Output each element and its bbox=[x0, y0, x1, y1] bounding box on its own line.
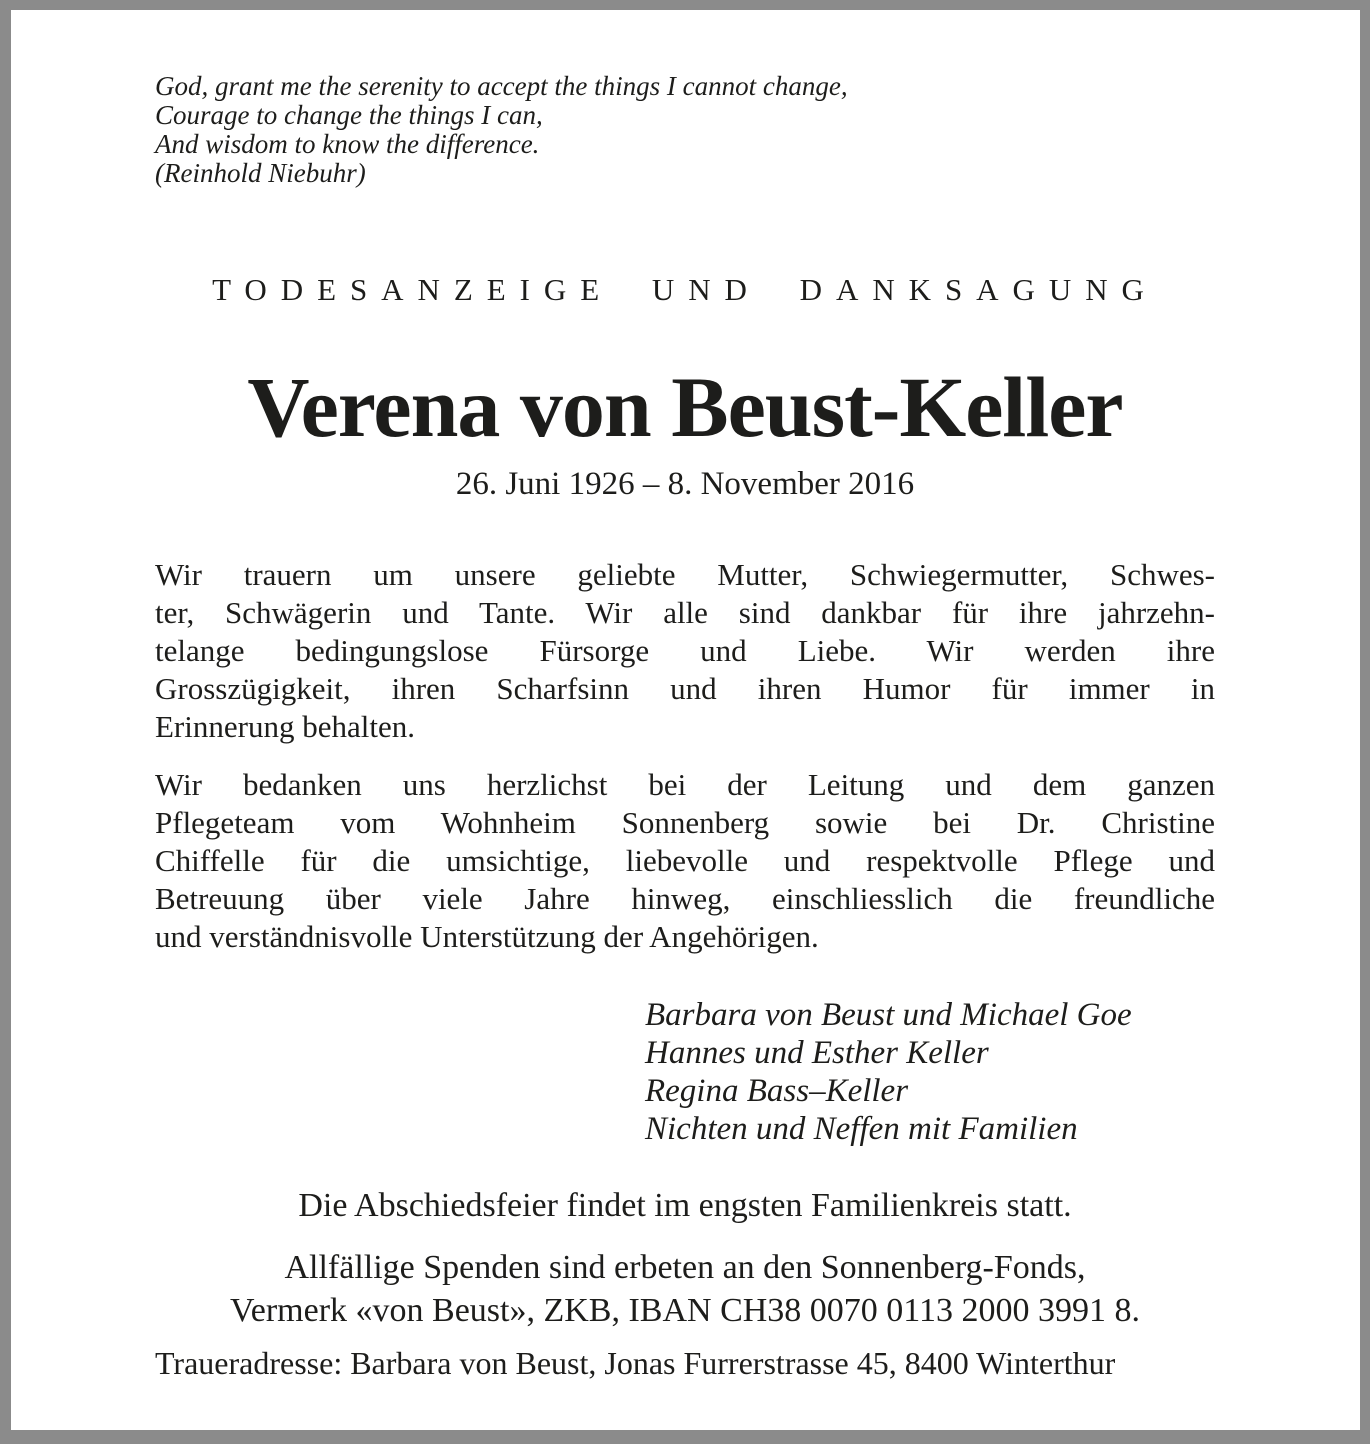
deceased-name: Verena von Beust-Keller bbox=[247, 359, 1123, 455]
paragraph-line: Grosszügigkeit, ihren Scharfsinn und ihren Humor für immer in bbox=[155, 671, 1215, 706]
obituary-page bbox=[11, 10, 1360, 1430]
quote-line: And wisdom to know the difference. bbox=[155, 129, 540, 159]
quote-line: Courage to change the things I can, bbox=[155, 100, 543, 130]
paragraph-line: ter, Schwägerin und Tante. Wir alle sind dankbar für ihre jahrzehn- bbox=[155, 595, 1215, 630]
mourners-list bbox=[645, 996, 1215, 1148]
life-dates: 26. Juni 1926 – 8. November 2016 bbox=[455, 466, 915, 502]
paragraph-line: Betreuung über viele Jahre hinweg, einschliesslich die freundliche bbox=[155, 881, 1215, 916]
obituary-paragraph-2 bbox=[155, 766, 1215, 956]
donation-notice bbox=[155, 1246, 1215, 1332]
mourner-line: Nichten und Neffen mit Familien bbox=[645, 1111, 1078, 1147]
paragraph-line: Wir bedanken uns herzlichst bei der Leitung und dem ganzen bbox=[155, 767, 1215, 802]
quote-line: God, grant me the serenity to accept the things I cannot change, bbox=[155, 71, 848, 101]
serenity-prayer-quote bbox=[155, 72, 1215, 188]
paragraph-line: Pflegeteam vom Wohnheim Sonnenberg sowie bei Dr. Christine bbox=[155, 805, 1215, 840]
donation-line: Vermerk «von Beust», ZKB, IBAN CH38 0070 0113 2000 3991 8. bbox=[229, 1292, 1141, 1329]
mourner-line: Barbara von Beust und Michael Goe bbox=[645, 997, 1132, 1033]
paragraph-line: Wir trauern um unsere geliebte Mutter, Schwiegermutter, Schwes- bbox=[155, 557, 1215, 592]
paragraph-line: telange bedingungslose Fürsorge und Liebe. Wir werden ihre bbox=[155, 633, 1215, 668]
announcement-kicker: TODESANZEIGE UND DANKSAGUNG bbox=[212, 272, 1158, 307]
obituary-paragraph-1 bbox=[155, 556, 1215, 746]
mourner-line: Regina Bass–Keller bbox=[645, 1073, 909, 1109]
donation-line: Allfällige Spenden sind erbeten an den Sonnenberg-Fonds, bbox=[284, 1249, 1086, 1286]
quote-attribution: (Reinhold Niebuhr) bbox=[155, 158, 366, 188]
mourner-line: Hannes und Esther Keller bbox=[645, 1035, 989, 1071]
paragraph-line: und verständnisvolle Unterstützung der Angehörigen. bbox=[155, 919, 819, 954]
paragraph-line: Chiffelle für die umsichtige, liebevolle und respektvolle Pflege und bbox=[155, 843, 1215, 878]
mourning-address: Traueradresse: Barbara von Beust, Jonas Furrerstrasse 45, 8400 Winterthur bbox=[155, 1345, 1116, 1381]
farewell-notice: Die Abschiedsfeier findet im engsten Familienkreis statt. bbox=[298, 1187, 1072, 1224]
paragraph-line: Erinnerung behalten. bbox=[155, 709, 415, 744]
